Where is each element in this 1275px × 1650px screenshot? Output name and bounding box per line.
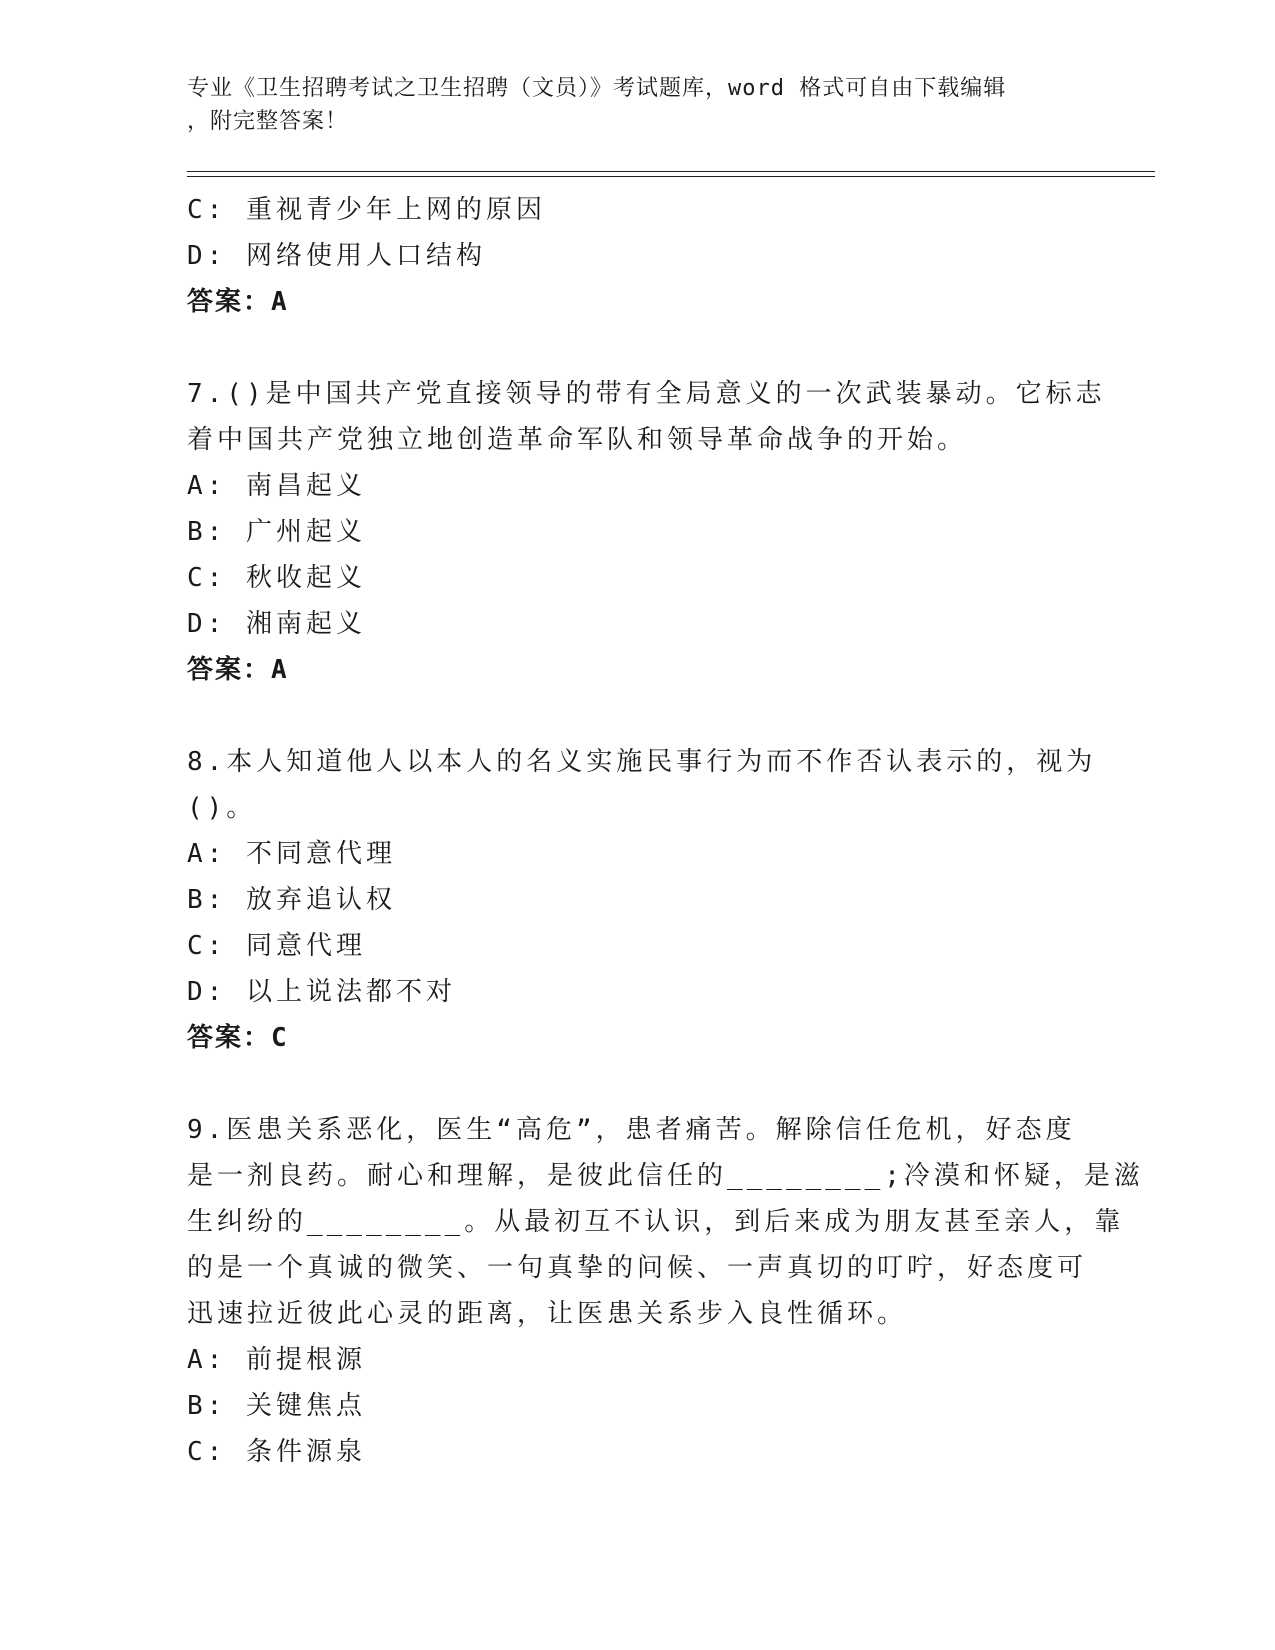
option-a: A: 南昌起义: [187, 471, 366, 501]
option-b: B: 广州起义: [187, 517, 366, 547]
question-6: [187, 187, 1087, 325]
option-b: B: 关键焦点: [187, 1391, 366, 1421]
question-text: 着中国共产党独立地创造革命军队和领导革命战争的开始。: [187, 425, 968, 455]
answer-label: 答案：A: [187, 655, 289, 685]
question-text: 9.医患关系恶化，医生“高危”，患者痛苦。解除信任危机，好态度: [187, 1115, 1076, 1145]
question-list: [187, 187, 1144, 1475]
question-text: 是一剂良药。耐心和理解，是彼此信任的________;冷漠和怀疑，是滋: [187, 1161, 1144, 1191]
document-header: [187, 72, 1067, 138]
option-a: A: 前提根源: [187, 1345, 366, 1375]
option-b: B: 放弃追认权: [187, 885, 396, 915]
question-text: 8.本人知道他人以本人的名义实施民事行为而不作否认表示的，视为: [187, 747, 1097, 777]
question-7: [187, 371, 1106, 693]
spacer: [187, 1061, 1087, 1107]
question-text: 生纠纷的________。从最初互不认识，到后来成为朋友甚至亲人，靠: [187, 1207, 1125, 1237]
answer-label: 答案：A: [187, 287, 289, 317]
option-a: A: 不同意代理: [187, 839, 396, 869]
option-c: C: 秋收起义: [187, 563, 366, 593]
option-c: C: 同意代理: [187, 931, 366, 961]
question-8: [187, 739, 1097, 1061]
question-text: 的是一个真诚的微笑、一句真挚的问候、一声真切的叮咛，好态度可: [187, 1253, 1088, 1283]
option-d: D: 网络使用人口结构: [187, 241, 486, 271]
option-c: C: 条件源泉: [187, 1437, 366, 1467]
option-d: D: 湘南起义: [187, 609, 366, 639]
question-9: [187, 1107, 1144, 1475]
answer-label: 答案：C: [187, 1023, 289, 1053]
header-rule-bottom: [187, 176, 1155, 177]
option-c: C: 重视青少年上网的原因: [187, 195, 546, 225]
header-rule-top: [187, 171, 1155, 172]
header-line-1: 专业《卫生招聘考试之卫生招聘（文员）》考试题库，word 格式可自由下载编辑: [187, 76, 1007, 101]
spacer: [187, 693, 1087, 739]
spacer: [187, 325, 1087, 371]
option-d: D: 以上说法都不对: [187, 977, 456, 1007]
question-text: ()。: [187, 793, 257, 823]
question-text: 7.()是中国共产党直接领导的带有全局意义的一次武装暴动。它标志: [187, 379, 1106, 409]
header-line-2: ，附完整答案！: [187, 109, 349, 134]
question-text: 迅速拉近彼此心灵的距离，让医患关系步入良性循环。: [187, 1299, 908, 1329]
